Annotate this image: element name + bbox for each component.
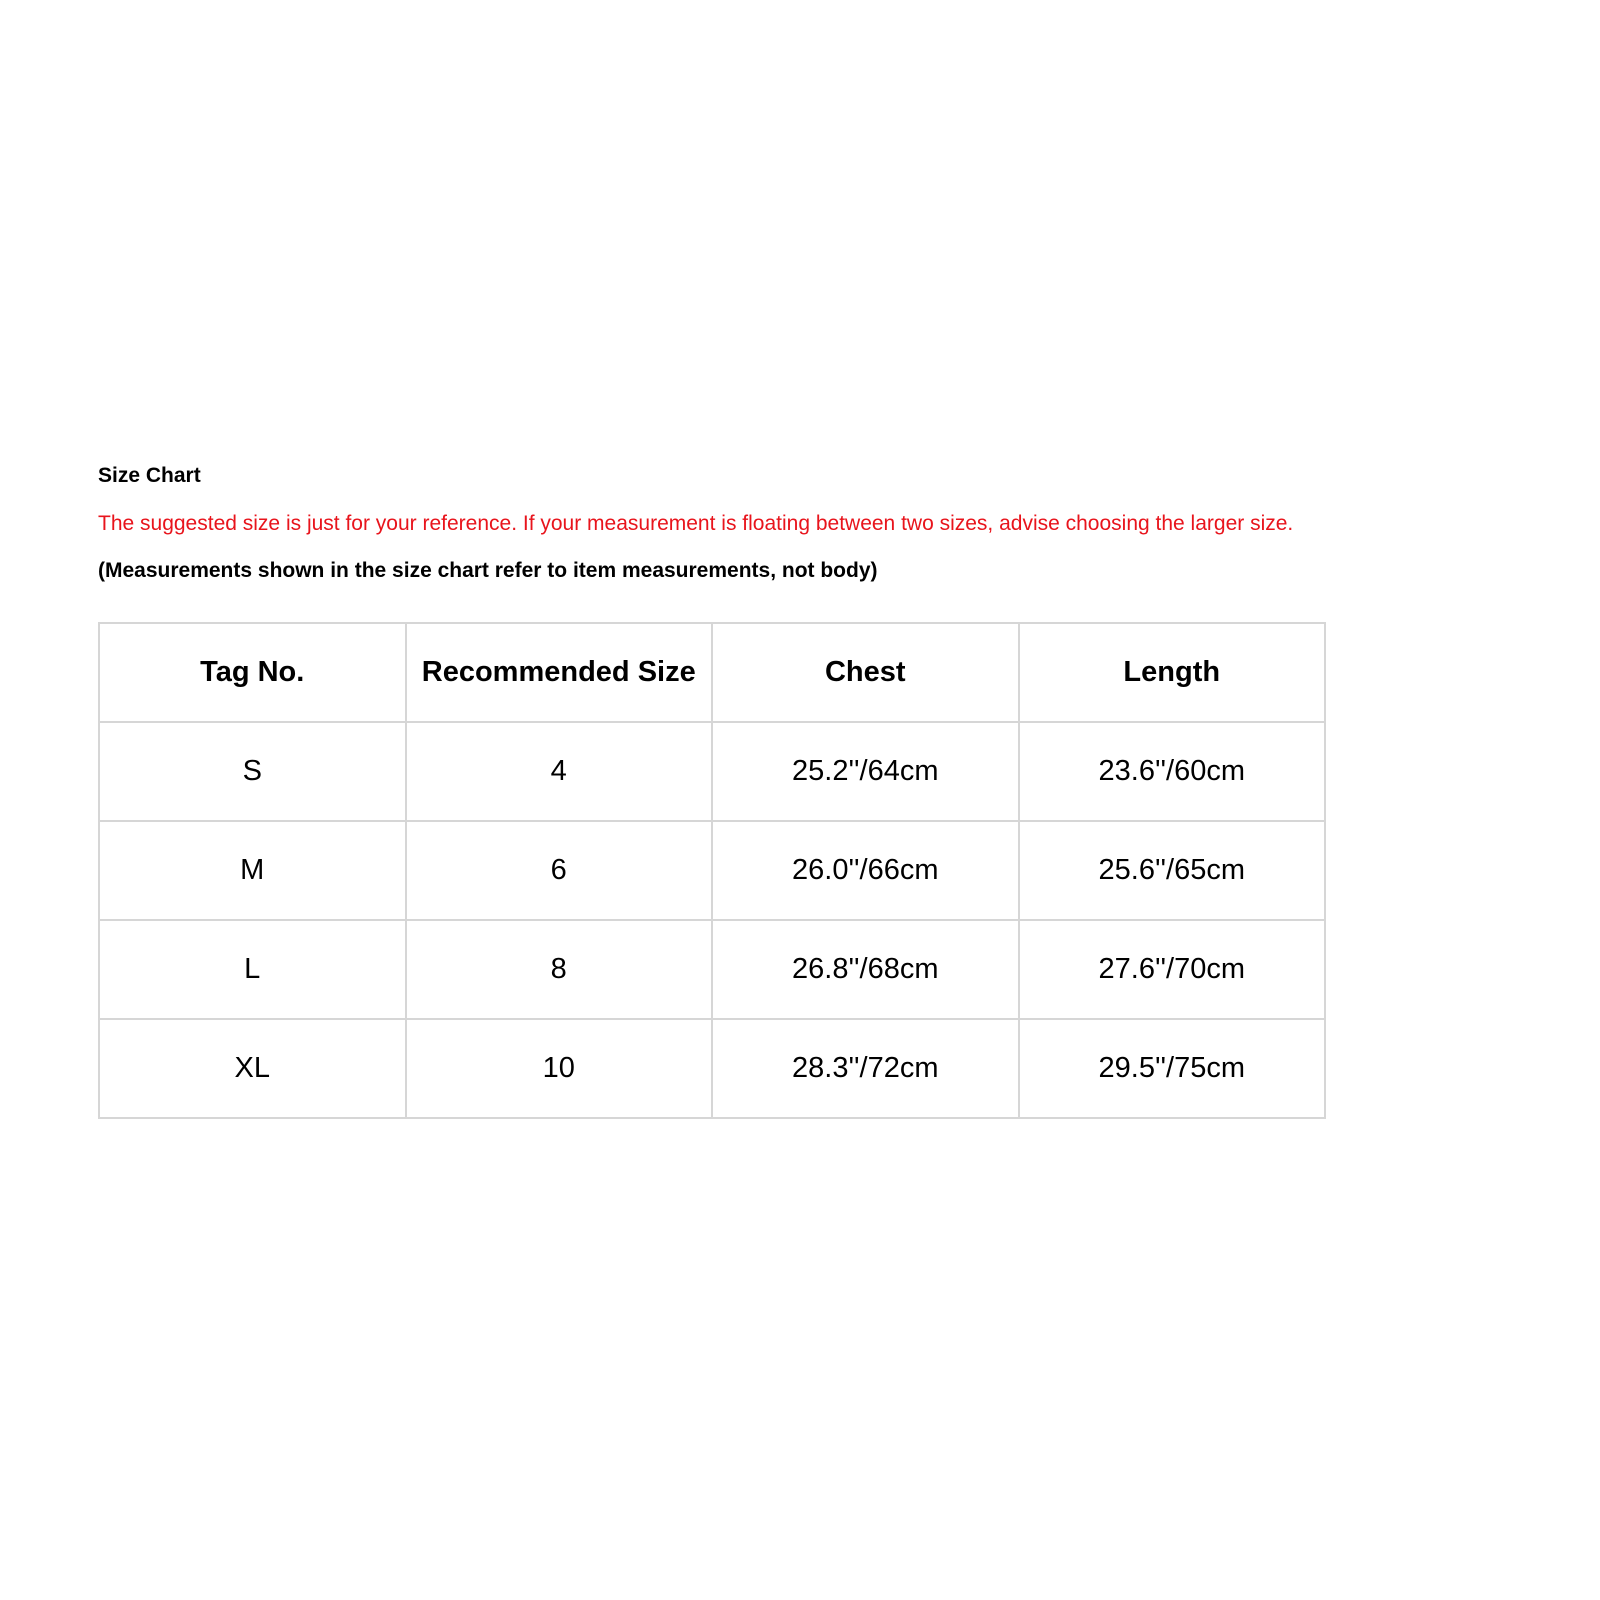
size-advice-notice: The suggested size is just for your reference. If your measurement is floating between two sizes, advise choosing the larger size.	[98, 512, 1294, 535]
size-chart	[98, 463, 1458, 1084]
recommended-size-cell: 6	[406, 821, 713, 920]
tag-no-cell: M	[99, 821, 406, 920]
column-header-recommended-size: Recommended Size	[406, 623, 713, 722]
chest-cell: 26.0''/66cm	[712, 821, 1019, 920]
column-header-tag-no: Tag No.	[99, 623, 406, 722]
tag-no-cell: L	[99, 920, 406, 1019]
recommended-size-cell: 8	[406, 920, 713, 1019]
tag-no-cell: XL	[99, 1019, 406, 1118]
chest-cell: 26.8''/68cm	[712, 920, 1019, 1019]
column-header-chest: Chest	[712, 623, 1019, 722]
length-cell: 25.6''/65cm	[1019, 821, 1326, 920]
chest-cell: 25.2''/64cm	[712, 722, 1019, 821]
table-row	[99, 1019, 1325, 1118]
table-row	[99, 920, 1325, 1019]
length-cell: 29.5''/75cm	[1019, 1019, 1326, 1118]
table-row	[99, 722, 1325, 821]
size-chart-title: Size Chart	[98, 464, 201, 487]
table-row	[99, 821, 1325, 920]
table-header-row	[99, 623, 1325, 722]
measurement-note: (Measurements shown in the size chart refer to item measurements, not body)	[98, 559, 878, 582]
size-table	[98, 622, 1326, 1119]
tag-no-cell: S	[99, 722, 406, 821]
length-cell: 27.6''/70cm	[1019, 920, 1326, 1019]
length-cell: 23.6''/60cm	[1019, 722, 1326, 821]
column-header-length: Length	[1019, 623, 1326, 722]
chest-cell: 28.3''/72cm	[712, 1019, 1019, 1118]
recommended-size-cell: 4	[406, 722, 713, 821]
recommended-size-cell: 10	[406, 1019, 713, 1118]
